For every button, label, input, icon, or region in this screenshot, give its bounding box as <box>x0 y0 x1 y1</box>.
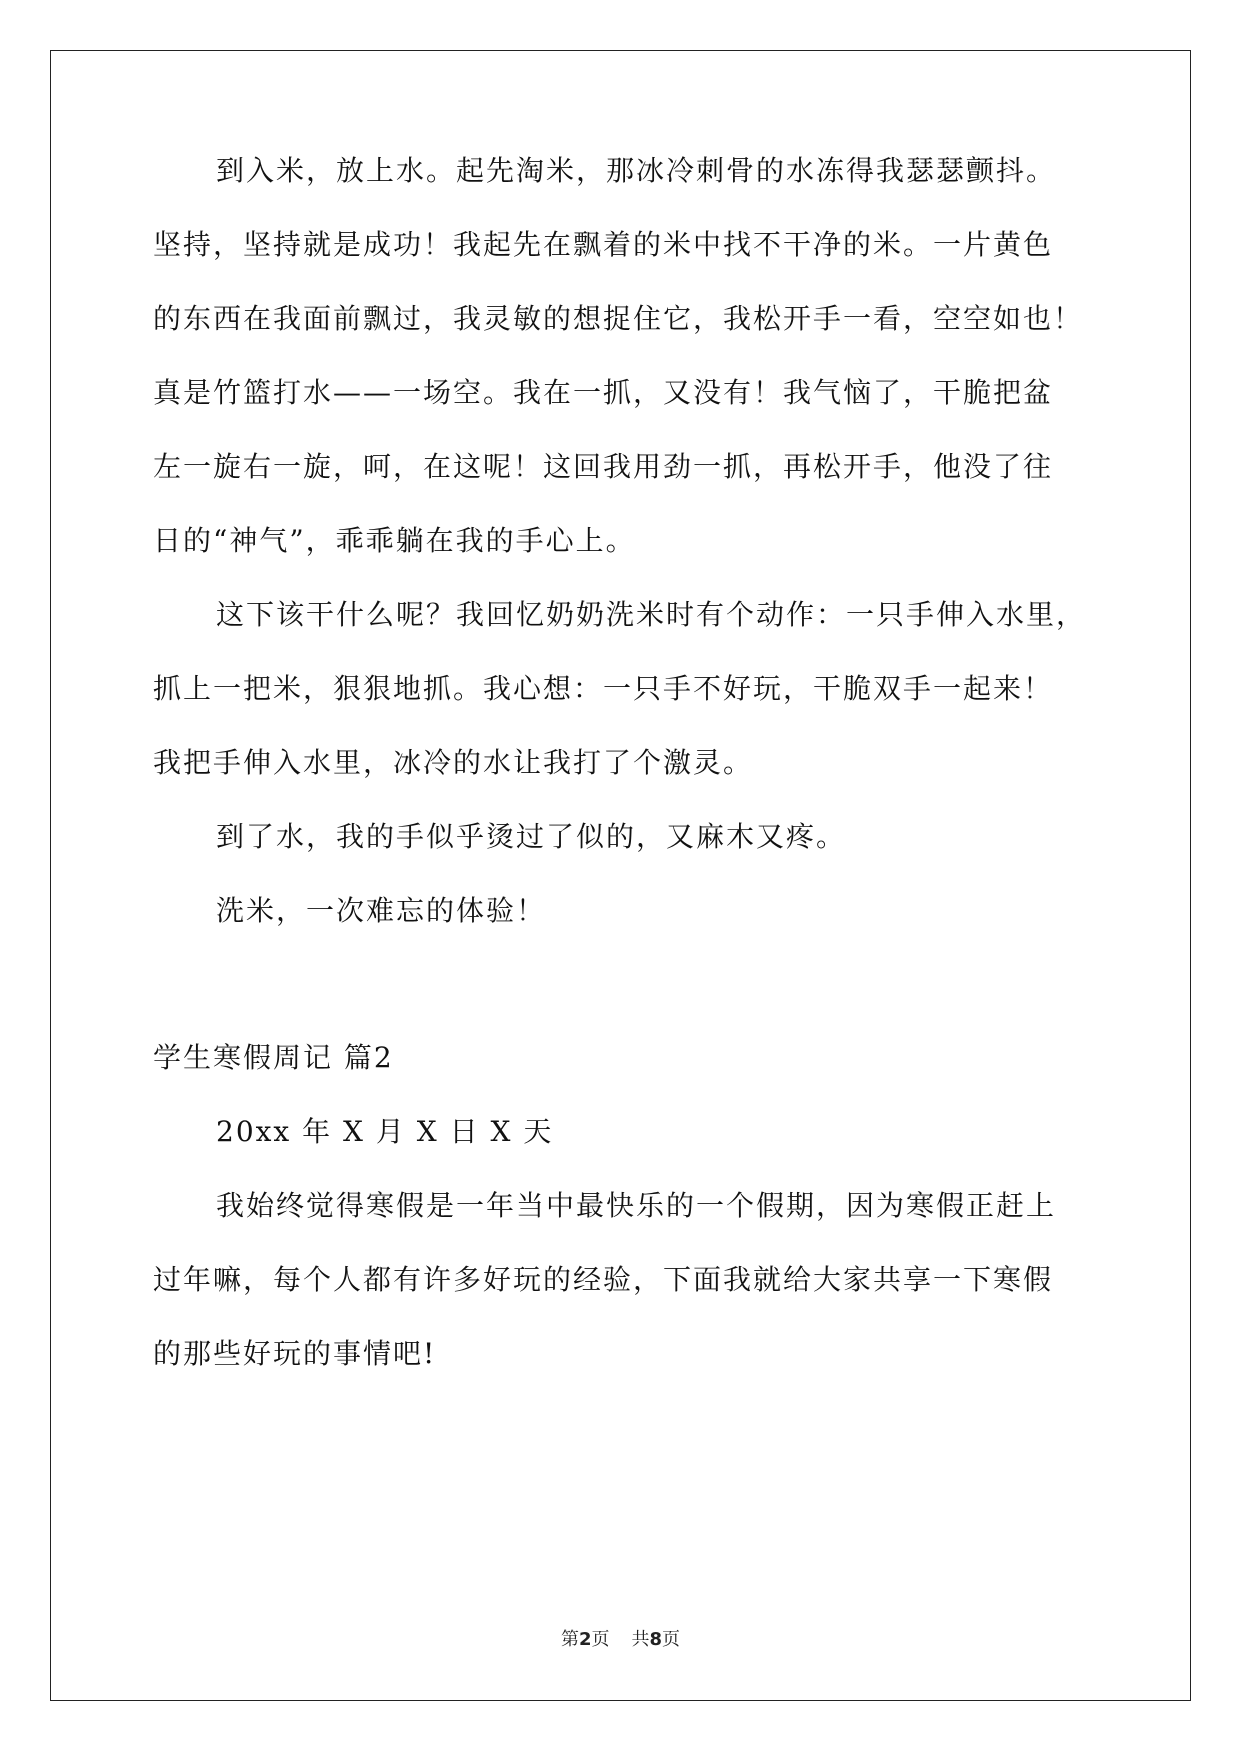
text-line: 我始终觉得寒假是一年当中最快乐的一个假期，因为寒假正赶上 <box>216 1189 1057 1222</box>
text-line: 洗米，一次难忘的体验！ <box>216 894 547 927</box>
text-line: 的那些好玩的事情吧! <box>153 1337 437 1370</box>
text-line: 到入米，放上水。起先淘米，那冰冷刺骨的水冻得我瑟瑟颤抖。 <box>216 154 1057 187</box>
text-line: 抓上一把米，狠狠地抓。我心想：一只手不好玩，干脆双手一起来！ <box>153 672 1054 705</box>
text-line: 的东西在我面前飘过，我灵敏的想捉住它，我松开手一看，空空如也！ <box>153 302 1084 335</box>
date-line: 20xx 年 X 月 X 日 X 天 <box>216 1115 554 1148</box>
total-pages: 8 <box>649 1629 663 1650</box>
total-prefix: 共 <box>631 1629 650 1650</box>
text-line: 这下该干什么呢？我回忆奶奶洗米时有个动作：一只手伸入水里， <box>216 598 1087 631</box>
text-line: 我把手伸入水里，冰冷的水让我打了个激灵。 <box>153 746 754 779</box>
text-line: 过年嘛，每个人都有许多好玩的经验，下面我就给大家共享一下寒假 <box>153 1263 1054 1296</box>
page-number: 2 <box>578 1629 592 1650</box>
page-footer <box>0 1629 1241 1651</box>
text-line: 真是竹篮打水——一场空。我在一抓，又没有！我气恼了，干脆把盆 <box>153 376 1054 409</box>
section-title: 学生寒假周记 篇2 <box>153 1041 394 1074</box>
page-suffix: 页 <box>591 1629 610 1650</box>
total-suffix: 页 <box>662 1629 681 1650</box>
text-line: 坚持，坚持就是成功！我起先在飘着的米中找不干净的米。一片黄色 <box>153 228 1054 261</box>
text-line: 到了水，我的手似乎烫过了似的，又麻木又疼。 <box>216 820 847 853</box>
page-border <box>50 50 1191 1701</box>
text-line: 左一旋右一旋，呵，在这呢！这回我用劲一抓，再松开手，他没了往 <box>153 450 1054 483</box>
text-line: 日的“神气”，乖乖躺在我的手心上。 <box>153 524 636 557</box>
page-prefix: 第 <box>560 1629 579 1650</box>
